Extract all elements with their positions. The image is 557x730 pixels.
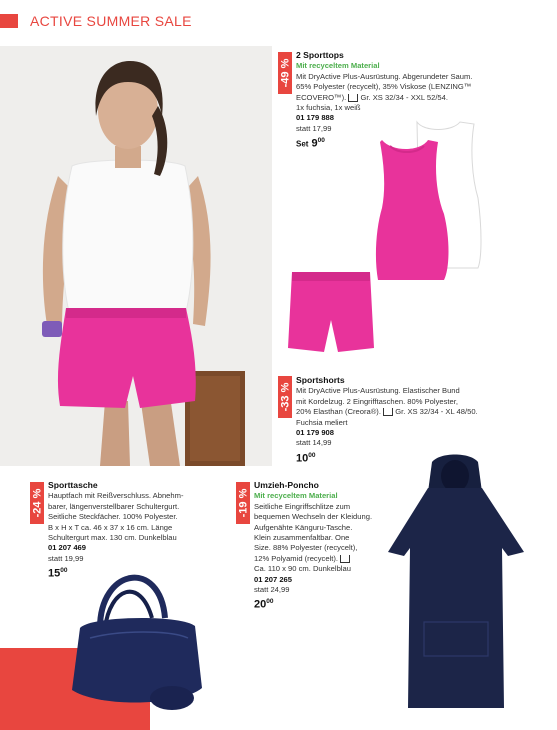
price: Set $9^{00}$	[296, 137, 325, 150]
price: $15^{00}$	[48, 567, 68, 580]
header-accent-bar	[0, 14, 18, 28]
product-name: Umzieh-Poncho	[254, 480, 319, 490]
product-desc-line: bequemen Wechseln der Kleidung.	[254, 512, 373, 522]
product-sportshorts	[296, 375, 526, 464]
discount-badge: -24 %	[30, 482, 44, 524]
product-desc-line: 65% Polyester (recycelt), 35% Viskose (LENZING™	[296, 82, 472, 92]
product-name: 2 Sporttops	[296, 50, 344, 60]
price: $10^{00}$	[296, 451, 316, 465]
discount-badge: -19 %	[236, 482, 250, 524]
product-desc-line: mit Kordelzug. 2 Eingrifftaschen. 80% Polyester,	[296, 396, 458, 406]
article-number: 01 179 908	[296, 428, 335, 438]
product-desc-line: B x H x T ca. 46 x 37 x 16 cm. Länge	[48, 522, 173, 532]
product-desc-line: Mit DryActive Plus-Ausrüstung. Elastischer Bund	[296, 386, 460, 396]
care-icon	[340, 555, 350, 563]
old-price: statt 19,99	[48, 553, 84, 563]
bag-product-image	[60, 558, 210, 718]
product-desc-line: Hauptfach mit Reißverschluss. Abnehm-	[48, 491, 184, 501]
discount-badge: -33 %	[278, 376, 292, 418]
product-desc-line: 12% Polyamid (recycelt).	[254, 554, 394, 564]
product-desc-line: Size. 88% Polyester (recycelt),	[254, 543, 358, 553]
product-desc-line: Seitliche Eingriffschlitze zum	[254, 501, 351, 511]
care-icon	[348, 94, 358, 102]
discount-badge: -49 %	[278, 52, 292, 94]
product-desc-line: 1x fuchsia, 1x weiß	[296, 103, 361, 113]
price: $20^{00}$	[254, 598, 274, 612]
old-price: statt 17,99	[296, 123, 332, 133]
page-title: ACTIVE SUMMER SALE	[30, 13, 192, 29]
care-icon	[383, 408, 393, 416]
product-desc-line: 20% Elasthan (Creora®). Gr. XS 32/34 - XL 48/50.	[296, 407, 478, 417]
article-number: 01 207 265	[254, 574, 293, 584]
poncho-product-image	[384, 452, 528, 714]
product-desc-line: barer, längenverstellbarer Schultergurt.	[48, 501, 180, 511]
model-photo	[0, 46, 272, 466]
recycled-tag: Mit recyceltem Material	[254, 491, 338, 501]
product-desc-line: Mit DryActive Plus-Ausrüstung. Abgerundeter Saum.	[296, 71, 473, 81]
article-number: 01 179 888	[296, 113, 335, 123]
product-name: Sportshorts	[296, 375, 345, 385]
product-desc-line: Schultergurt max. 130 cm. Dunkelblau	[48, 533, 177, 543]
shorts-product-image	[286, 268, 376, 358]
product-poncho	[254, 480, 394, 611]
product-desc-line: ECOVERO™). Gr. XS 32/34 - XXL 52/54.	[296, 92, 448, 102]
old-price: statt 24,99	[254, 585, 290, 595]
product-name: Sporttasche	[48, 480, 98, 490]
recycled-tag: Mit recyceltem Material	[296, 61, 380, 71]
product-desc-line: Klein zusammenfaltbar. One	[254, 533, 350, 543]
product-desc-line: Seitliche Steckfächer. 100% Polyester.	[48, 512, 178, 522]
product-desc-line: Ca. 110 x 90 cm. Dunkelblau	[254, 564, 351, 574]
article-number: 01 207 469	[48, 543, 87, 553]
product-desc-line: Aufgenähte Känguru-Tasche.	[254, 522, 353, 532]
product-desc-line: Fuchsia meliert	[296, 417, 348, 427]
tops-product-image	[372, 118, 492, 288]
old-price: statt 14,99	[296, 438, 332, 448]
